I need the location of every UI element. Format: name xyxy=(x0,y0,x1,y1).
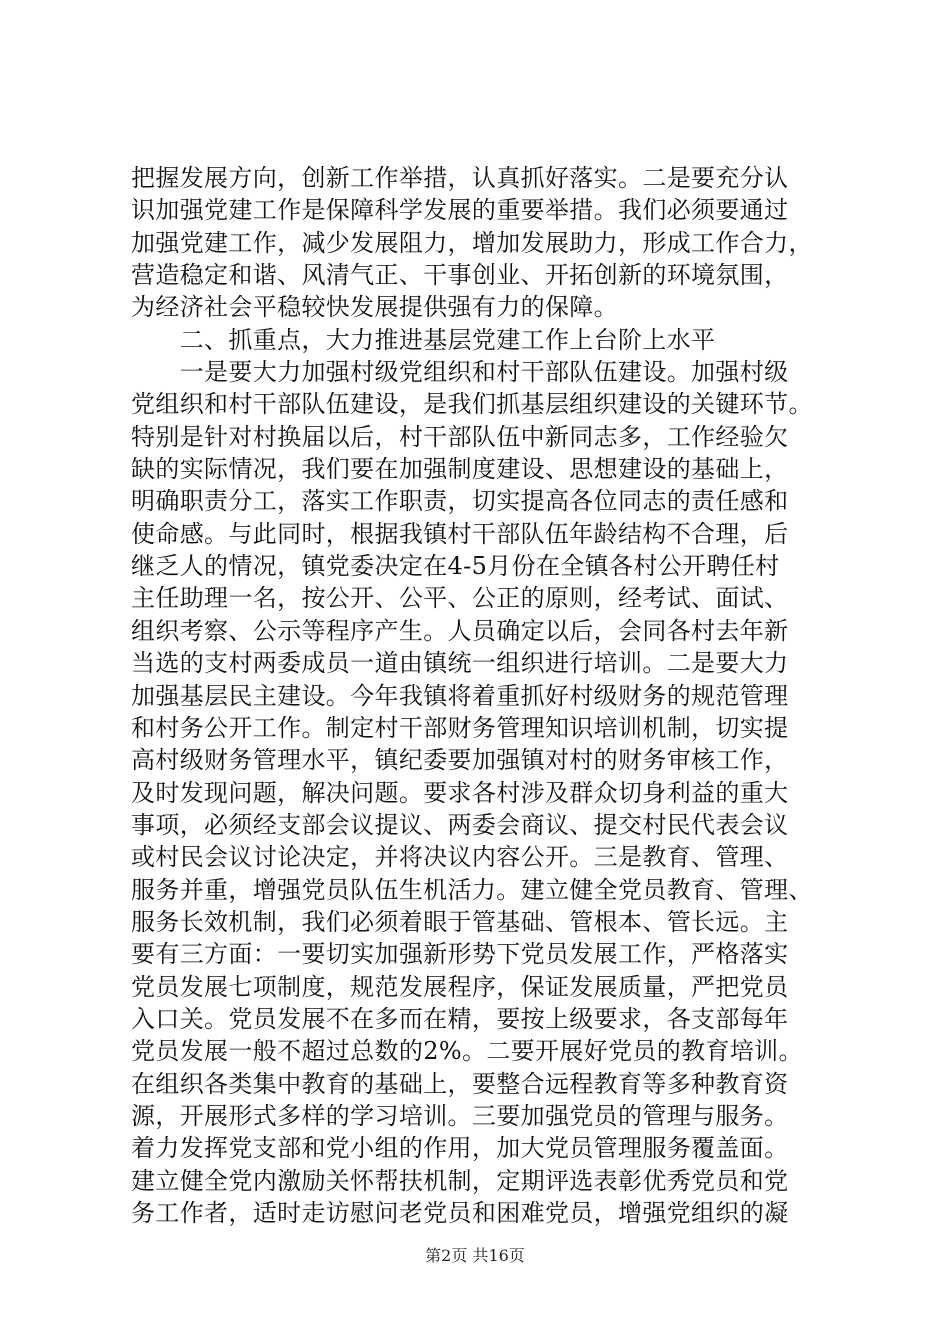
text-line: 当选的支村两委成员一道由镇统一组织进行培训。二是要大力 xyxy=(131,649,789,678)
text-line: 服务并重，增强党员队伍生机活力。建立健全党员教育、管理、 xyxy=(131,875,813,904)
text-line: 或村民会议讨论决定，并将决议内容公开。三是教育、管理、 xyxy=(131,843,789,872)
text-line: 一是要大力加强村级党组织和村干部队伍建设。加强村级 xyxy=(131,358,789,387)
text-line: 特别是针对村换届以后，村干部队伍中新同志多，工作经验欠 xyxy=(131,422,789,451)
text-line: 高村级财务管理水平，镇纪委要加强镇对村的财务审核工作， xyxy=(131,746,789,775)
text-line: 党员发展一般不超过总数的2%。二要开展好党员的教育培训。 xyxy=(131,1037,803,1066)
text-line: 识加强党建工作是保障科学发展的重要举措。我们必须要通过 xyxy=(131,196,789,225)
text-line: 党员发展七项制度，规范发展程序，保证发展质量，严把党员 xyxy=(131,972,789,1001)
text-line: 加强党建工作，减少发展阻力，增加发展助力，形成工作合力， xyxy=(131,228,813,257)
text-line: 二、抓重点，大力推进基层党建工作上台阶上水平 xyxy=(131,325,716,354)
text-line: 营造稳定和谐、风清气正、干事创业、开拓创新的环境氛围， xyxy=(131,261,789,290)
text-line: 为经济社会平稳较快发展提供强有力的保障。 xyxy=(131,293,618,322)
text-line: 使命感。与此同时，根据我镇村干部队伍年龄结构不合理，后 xyxy=(131,519,789,548)
text-line: 入口关。党员发展不在多而在精，要按上级要求，各支部每年 xyxy=(131,1004,789,1033)
text-line: 明确职责分工，落实工作职责，切实提高各位同志的责任感和 xyxy=(131,487,789,516)
text-line: 事项，必须经支部会议提议、两委会商议、提交村民代表会议 xyxy=(131,810,789,839)
text-line: 和村务公开工作。制定村干部财务管理知识培训机制，切实提 xyxy=(131,713,789,742)
text-line: 党组织和村干部队伍建设，是我们抓基层组织建设的关键环节。 xyxy=(131,390,813,419)
text-line: 加强基层民主建设。今年我镇将着重抓好村级财务的规范管理 xyxy=(131,681,789,710)
text-line: 着力发挥党支部和党小组的作用，加大党员管理服务覆盖面。 xyxy=(131,1134,789,1163)
text-line: 要有三方面：一要切实加强新形势下党员发展工作，严格落实 xyxy=(131,940,789,969)
text-line: 组织考察、公示等程序产生。人员确定以后，会同各村去年新 xyxy=(131,616,789,645)
text-line: 把握发展方向，创新工作举措，认真抓好落实。二是要充分认 xyxy=(131,164,789,192)
page-footer: 第2页 共16页 xyxy=(425,1246,525,1265)
text-line: 缺的实际情况，我们要在加强制度建设、思想建设的基础上， xyxy=(131,455,789,484)
text-line: 务工作者，适时走访慰问老党员和困难党员，增强党组织的凝 xyxy=(131,1199,789,1227)
body-text xyxy=(131,162,851,1229)
text-line: 服务长效机制，我们必须着眼于管基础、管根本、管长远。主 xyxy=(131,907,789,936)
text-line: 建立健全党内激励关怀帮扶机制，定期评选表彰优秀党员和党 xyxy=(131,1166,789,1195)
text-line: 及时发现问题，解决问题。要求各村涉及群众切身利益的重大 xyxy=(131,778,789,807)
text-line: 在组织各类集中教育的基础上，要整合远程教育等多种教育资 xyxy=(131,1069,789,1098)
text-line: 源，开展形式多样的学习培训。三要加强党员的管理与服务。 xyxy=(131,1101,789,1130)
text-line: 继乏人的情况，镇党委决定在4-5月份在全镇各村公开聘任村 xyxy=(131,552,780,581)
text-line: 主任助理一名，按公开、公平、公正的原则，经考试、面试、 xyxy=(131,584,789,613)
